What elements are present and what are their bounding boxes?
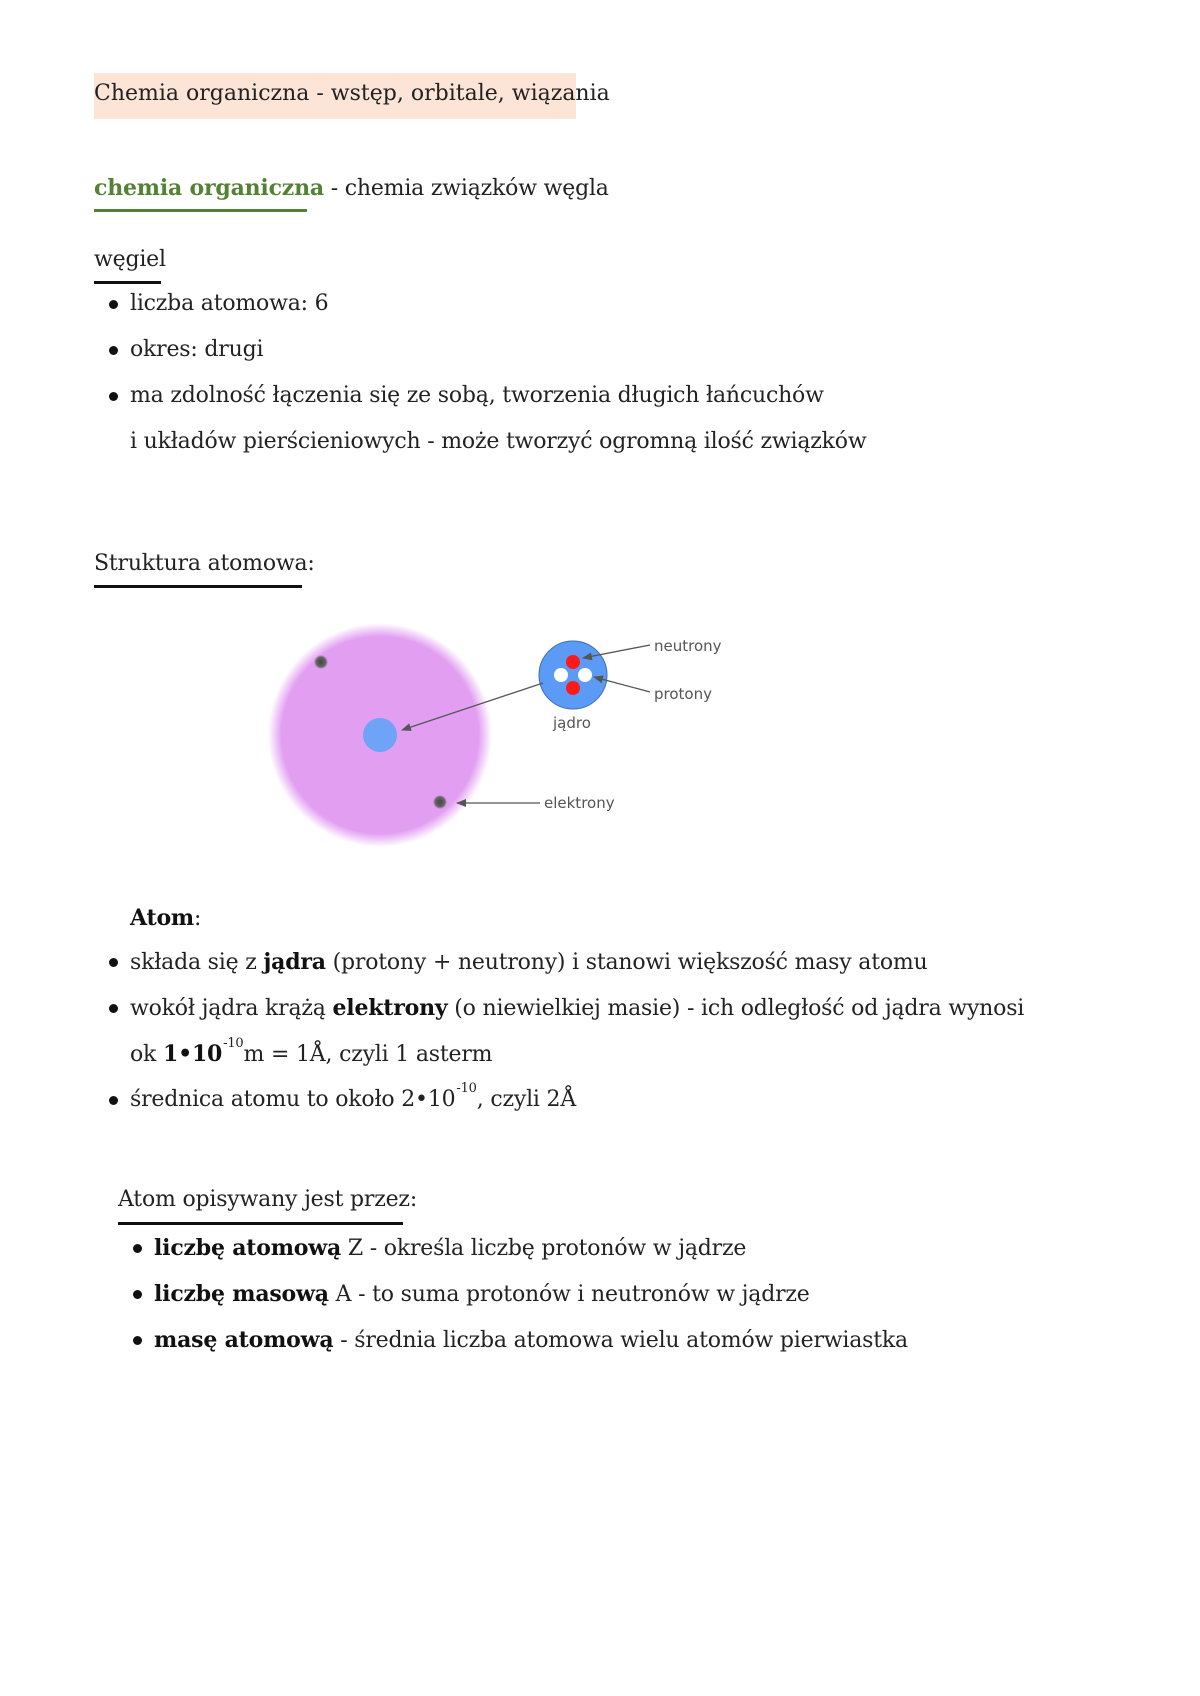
described-item-mass-number [154, 1280, 810, 1309]
definition-text: - chemia związków węgla [323, 176, 609, 201]
electron [433, 795, 447, 809]
neutrons-label: neutrony [654, 637, 722, 655]
structure-heading: Struktura atomowa: [94, 551, 315, 576]
nucleus-zoom [539, 641, 607, 709]
text-span: średnica atomu to około 2•10 [130, 1087, 456, 1112]
bullet-icon [133, 1244, 142, 1253]
carbon-item-bonding: ma zdolność łączenia się ze sobą, tworzenia długich łańcuchów [130, 383, 824, 408]
atom-diagram [250, 610, 770, 860]
text-span: - średnia liczba atomowa wielu atomów pierwiastka [333, 1328, 908, 1353]
described-heading: Atom opisywany jest przez: [118, 1187, 418, 1212]
definition-underline [94, 209, 307, 212]
exponent: -10 [223, 1036, 244, 1051]
text-span: A - to suma protonów i neutronów w jądrze [328, 1282, 810, 1307]
electrons-label: elektrony [544, 794, 615, 812]
bullet-icon [109, 392, 118, 401]
neutron [578, 668, 592, 682]
bullet-icon [133, 1336, 142, 1345]
page-title: Chemia organiczna - wstęp, orbitale, wiązania [94, 81, 610, 106]
bullet-icon [109, 958, 118, 967]
carbon-heading-underline [94, 281, 161, 284]
described-heading-underline [118, 1222, 403, 1225]
bold-span: masę atomową [154, 1327, 334, 1353]
text-span: Z - określa liczbę protonów w jądrze [341, 1236, 747, 1261]
proton [566, 681, 580, 695]
carbon-item-bonding-cont: i układów pierścieniowych - może tworzyć ogromną ilość związków [130, 429, 867, 454]
text-span: , czyli 2Å [476, 1087, 577, 1112]
bullet-icon [133, 1290, 142, 1299]
bold-span: jądra [263, 949, 326, 975]
carbon-item-period: okres: drugi [130, 337, 264, 362]
bullet-icon [109, 1096, 118, 1105]
bold-span: liczbę masową [154, 1281, 329, 1307]
bullet-icon [109, 300, 118, 309]
text-span: ok [130, 1042, 163, 1067]
definition-term: chemia organiczna [94, 175, 324, 201]
atom-nucleus [363, 718, 397, 752]
atom-item-electrons [130, 994, 1024, 1023]
described-item-atomic-mass [154, 1326, 908, 1355]
text-span: składa się z [130, 950, 264, 975]
text-span: m = 1Å, czyli 1 asterm [243, 1042, 493, 1067]
atom-heading-bold: Atom [130, 905, 194, 931]
text-span: (o niewielkiej masie) - ich odległość od jądra wynosi [447, 996, 1025, 1021]
text-span: (protony + neutrony) i stanowi większość masy atomu [325, 950, 928, 975]
bold-span: liczbę atomową [154, 1235, 342, 1261]
atom-item-composition [130, 948, 928, 977]
described-item-atomic-number [154, 1234, 746, 1263]
carbon-item-atomic-number: liczba atomowa: 6 [130, 291, 329, 316]
neutron [554, 668, 568, 682]
bullet-icon [109, 1004, 118, 1013]
electron [314, 655, 328, 669]
proton [566, 655, 580, 669]
protons-label: protony [654, 685, 712, 703]
bullet-icon [109, 346, 118, 355]
nucleus-label: jądro [553, 714, 591, 732]
exponent: -10 [456, 1081, 477, 1096]
carbon-heading: węgiel [94, 247, 166, 272]
atom-item-electrons-cont [130, 1036, 493, 1069]
atom-heading-colon: : [194, 906, 202, 931]
structure-heading-underline [94, 585, 302, 588]
atom-item-diameter [130, 1081, 577, 1114]
bold-span: 1•10 [162, 1041, 223, 1067]
bold-span: elektrony [332, 995, 448, 1021]
atom-heading [130, 904, 201, 933]
definition-line [94, 174, 609, 203]
text-span: wokół jądra krążą [130, 996, 333, 1021]
